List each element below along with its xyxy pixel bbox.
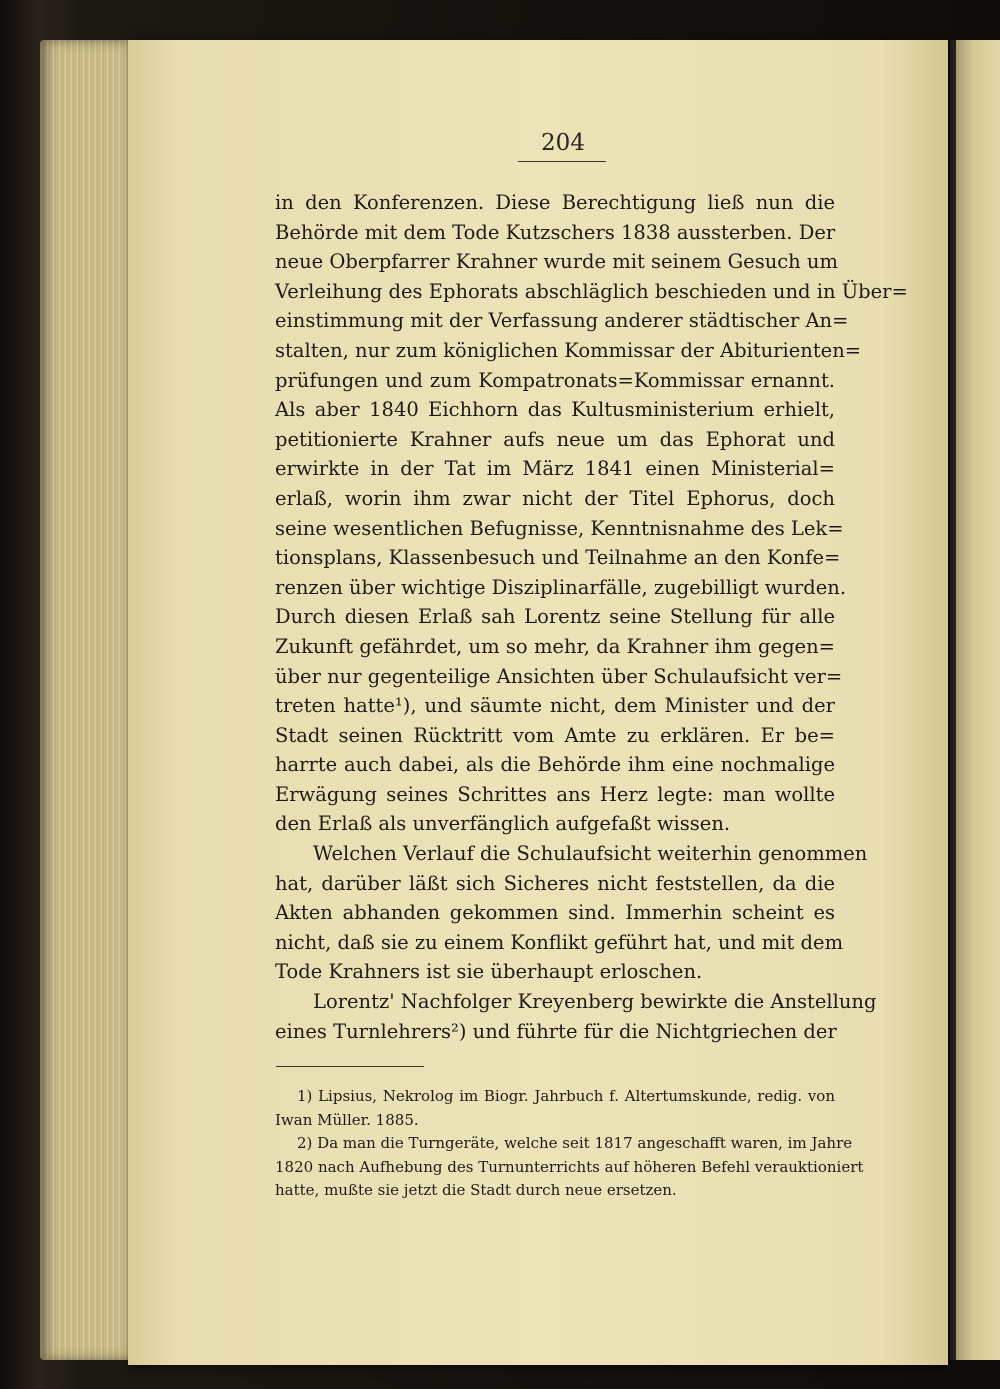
text-line: Als aber 1840 Eichhorn das Kultusministerium erhielt, <box>275 398 835 422</box>
text-line: Stadt seinen Rücktritt vom Amte zu erklären. Er be= <box>275 723 835 747</box>
text-line: seine wesentlichen Befugnisse, Kenntnisnahme des Lek= <box>275 516 844 540</box>
text-line: Tode Krahners ist sie überhaupt erloschen. <box>275 960 703 984</box>
text-line: in den Konferenzen. Diese Berechtigung ließ nun die <box>275 191 835 214</box>
text-line: eines Turnlehrers²) und führte für die Nichtgriechen der <box>275 1019 837 1043</box>
book-page-edges <box>40 40 140 1360</box>
text-line: über nur gegenteilige Ansichten über Schulaufsicht ver= <box>275 664 843 688</box>
text-line: Zukunft gefährdet, um so mehr, da Krahner ihm gegen= <box>275 634 835 658</box>
text-line: Verleihung des Ephorats abschläglich beschieden und in Über= <box>275 279 908 303</box>
text-line: Erwägung seines Schrittes ans Herz legte: man wollte <box>275 782 835 806</box>
text-line: treten hatte¹), und säumte nicht, dem Minister und der <box>275 694 835 718</box>
next-page-edge <box>956 40 1000 1360</box>
text-line: tionsplans, Klassenbesuch und Teilnahme an den Konfe= <box>275 546 841 570</box>
text-line: prüfungen und zum Kompatronats=Kommissar ernannt. <box>275 368 835 392</box>
footnote-line: hatte, mußte sie jetzt die Stadt durch neue ersetzen. <box>275 1181 677 1199</box>
header-rule <box>518 161 606 162</box>
footnote-line: Iwan Müller. 1885. <box>275 1110 419 1129</box>
text-line: Durch diesen Erlaß sah Lorentz seine Stellung für alle <box>275 605 835 629</box>
text-line: Behörde mit dem Tode Kutzschers 1838 aussterben. Der <box>275 220 836 244</box>
footnote-line: 1) Lipsius, Nekrolog im Biogr. Jahrbuch f. Altertumskunde, redig. von <box>297 1087 835 1105</box>
text-line: Akten abhanden gekommen sind. Immerhin scheint es <box>275 901 835 925</box>
text-line: neue Oberpfarrer Krahner wurde mit seinem Gesuch um <box>275 250 838 274</box>
text-line: petitionierte Krahner aufs neue um das Ephorat und <box>275 427 835 451</box>
text-line: Welchen Verlauf die Schulaufsicht weiterhin genommen <box>313 842 868 866</box>
footnote-line: 2) Da man die Turngeräte, welche seit 1817 angeschafft waren, im Jahre <box>297 1134 853 1152</box>
text-line: nicht, daß sie zu einem Konflikt geführt hat, und mit dem <box>275 930 844 954</box>
text-line: renzen über wichtige Disziplinarfälle, zugebilligt wurden. <box>275 575 847 599</box>
text-line: den Erlaß als unverfänglich aufgefaßt wissen. <box>275 812 731 836</box>
page-number: 204 <box>541 130 585 156</box>
text-line: erwirkte in der Tat im März 1841 einen Ministerial= <box>275 457 835 481</box>
text-line: hat, darüber läßt sich Sicheres nicht feststellen, da die <box>275 871 835 895</box>
footnotes <box>275 1085 864 1203</box>
text-line: Lorentz' Nachfolger Kreyenberg bewirkte die Anstellung <box>313 990 877 1014</box>
text-line: einstimmung mit der Verfassung anderer städtischer An= <box>275 309 849 333</box>
text-line: erlaß, worin ihm zwar nicht der Titel Ephorus, doch <box>275 486 835 510</box>
body-text <box>275 188 908 1046</box>
text-line: harrte auch dabei, als die Behörde ihm eine nochmalige <box>275 753 835 777</box>
text-line: stalten, nur zum königlichen Kommissar der Abiturienten= <box>275 338 862 362</box>
footnote-line: 1820 nach Aufhebung des Turnunterrichts auf höheren Befehl verauktioniert <box>275 1157 864 1176</box>
footnote-rule <box>276 1066 424 1067</box>
